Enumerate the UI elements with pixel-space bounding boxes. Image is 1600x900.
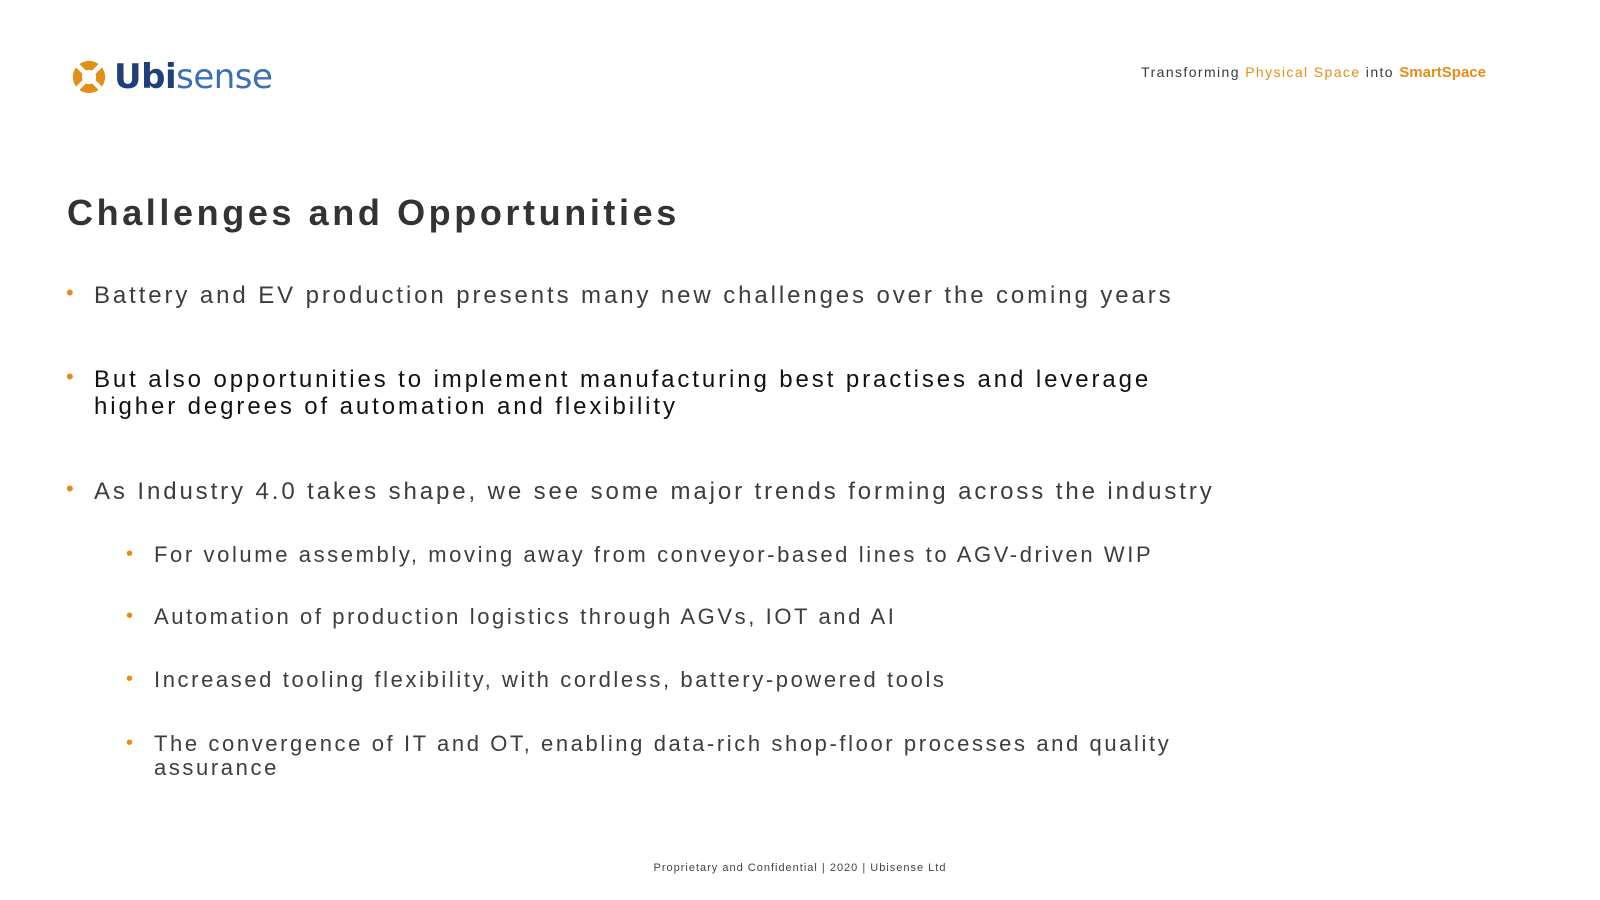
sub-bullet-item (126, 605, 896, 629)
tagline-part1: Transforming (1141, 64, 1246, 80)
sub-bullet-item (126, 543, 1153, 567)
tagline-brand: SmartSpace (1399, 64, 1486, 81)
sub-bullet-item (126, 668, 947, 692)
logo-text-ubi: Ubi (114, 57, 177, 97)
logo-wordmark (114, 58, 272, 96)
sub-bullet-text: For volume assembly, moving away from conveyor-based lines to AGV-driven WIP (154, 542, 1154, 567)
bullet-text: Battery and EV production presents many new challenges over the coming years (94, 282, 1174, 309)
sub-bullet-text: Automation of production logistics through AGVs, IOT and AI (154, 604, 897, 629)
bullet-dot: • (126, 543, 134, 565)
bullet-text-line: assurance (154, 755, 279, 780)
bullet-dot: • (66, 280, 74, 305)
bullet-dot: • (126, 732, 134, 754)
bullet-text-line: higher degrees of automation and flexibility (94, 393, 678, 420)
sub-bullet-item (126, 732, 1171, 780)
ubisense-logo (70, 58, 272, 96)
tagline-part2: into (1360, 64, 1400, 80)
tagline-accent: Physical Space (1245, 64, 1361, 80)
bullet-text: As Industry 4.0 takes shape, we see some major trends forming across the industry (94, 478, 1215, 505)
bullet-dot: • (126, 668, 134, 690)
sub-bullet-text: Increased tooling flexibility, with cordless, battery-powered tools (154, 667, 947, 692)
bullet-text (94, 366, 1151, 420)
bullet-text-line: But also opportunities to implement manufacturing best practises and leverage (94, 366, 1152, 393)
bullet-dot: • (66, 364, 74, 389)
bullet-text-line: The convergence of IT and OT, enabling data-rich shop-floor processes and quality (154, 731, 1172, 756)
bullet-dot: • (66, 476, 74, 501)
sub-bullet-text (154, 732, 1171, 780)
tagline (1141, 64, 1486, 81)
bullet-item (66, 478, 1215, 505)
footer-confidentiality: Proprietary and Confidential | 2020 | Ubisense Ltd (653, 862, 947, 874)
logo-text-sense: sense (176, 57, 273, 97)
ubisense-logo-icon (70, 58, 108, 96)
bullet-item (66, 282, 1174, 309)
bullet-item (66, 366, 1151, 420)
slide-title: Challenges and Opportunities (67, 192, 680, 233)
bullet-dot: • (126, 605, 134, 627)
